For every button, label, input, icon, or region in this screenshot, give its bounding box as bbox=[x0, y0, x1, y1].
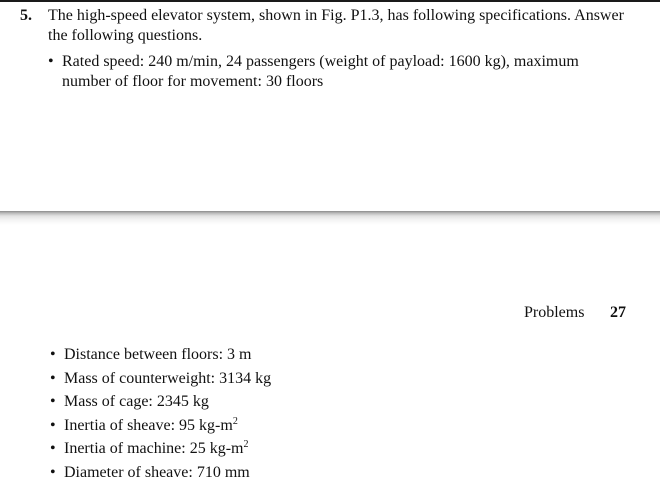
list-item bbox=[50, 439, 271, 463]
superscript: 2 bbox=[232, 415, 238, 427]
page-separator bbox=[0, 211, 660, 225]
bullet-icon: • bbox=[50, 369, 56, 387]
list-item bbox=[50, 369, 271, 393]
problem-5 bbox=[20, 6, 640, 92]
spec-text: Diameter of sheave: 710 mm bbox=[64, 463, 250, 481]
problem-statement: The high-speed elevator system, shown in Fig. P1.3, has following specifications. Answer the following questions. bbox=[48, 7, 624, 44]
bullet-icon: • bbox=[50, 463, 56, 481]
list-item bbox=[50, 416, 271, 440]
bullet-icon: • bbox=[50, 416, 56, 434]
spec-text: Rated speed: 240 m/min, 24 passengers (weight of payload: 1600 kg), maximum number of floor for movement: 30 floors bbox=[62, 53, 579, 90]
list-item bbox=[50, 392, 271, 416]
spec-text: Distance between floors: 3 m bbox=[64, 346, 252, 363]
previous-page bbox=[0, 0, 660, 212]
page-top-rule bbox=[0, 0, 660, 2]
spec-text: Inertia of sheave: 95 kg-m bbox=[64, 416, 233, 434]
bullet-icon: • bbox=[50, 346, 56, 363]
superscript: 2 bbox=[243, 439, 249, 450]
bullet-icon: • bbox=[50, 393, 56, 410]
spec-text: Mass of cage: 2345 kg bbox=[64, 393, 209, 410]
spec-list bbox=[50, 345, 271, 486]
bullet-icon: • bbox=[48, 53, 54, 70]
problem-number: 5. bbox=[20, 7, 32, 24]
spec-rated-speed bbox=[48, 52, 622, 92]
list-item bbox=[50, 345, 271, 369]
page-number: 27 bbox=[610, 304, 626, 321]
running-head-title: Problems bbox=[524, 304, 585, 321]
list-item bbox=[50, 463, 271, 487]
spec-text: Inertia of machine: 25 kg-m bbox=[64, 440, 244, 457]
bullet-icon: • bbox=[50, 440, 56, 457]
spec-text: Mass of counterweight: 3134 kg bbox=[64, 369, 272, 387]
